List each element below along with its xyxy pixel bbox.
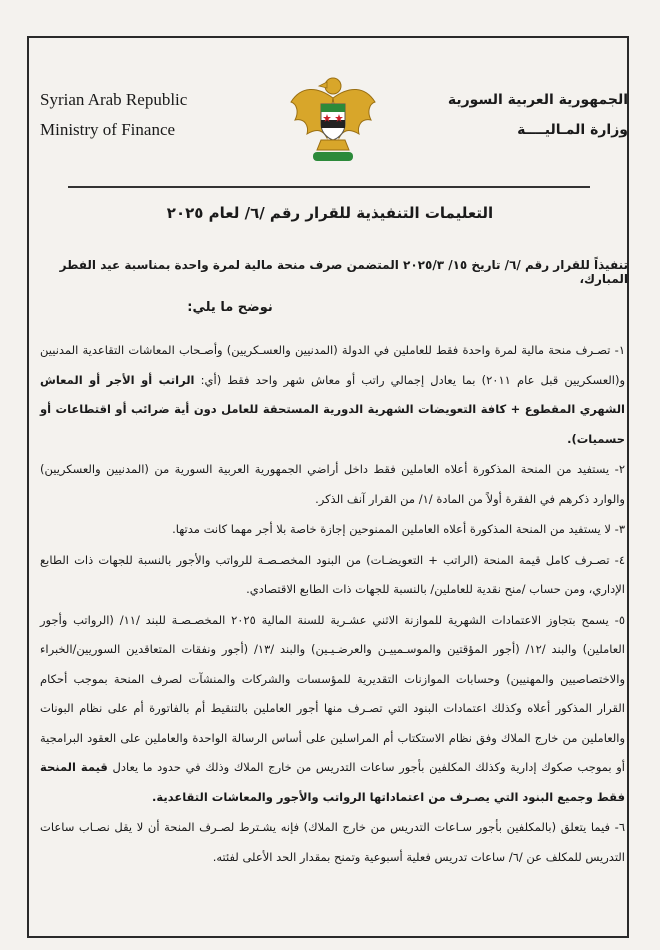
list-item: ٦- فيما يتعلق (بالمكلفين بأجور سـاعات التدريس من خارج الملاك) فإنه يشـترط لصـرف المنحة أن لا يقل نصـاب ساعات التدريس للمكلف عن /٦/ ساعات تدريس فعلية أسبوعية وتمنح بمقدار الحد الأعلى لفئته.: [40, 820, 626, 864]
header-country: Syrian Arab Republic: [40, 90, 188, 109]
header-english: [40, 85, 187, 145]
document-intro: تنفيذاً للقرار رقم /٦/ تاريخ ١٥/ ٢٠٢٥/٣ المتضمن صرف منحة مالية لمرة واحدة بمناسبة عيد الفطر المبارك،: [59, 258, 628, 286]
document-body: [40, 336, 625, 873]
header-country-ar: الجمهورية العربية السورية: [447, 92, 628, 108]
list-item: ٣- لا يستفيد من المنحة المذكورة أعلاه العاملين الممنوحين إجازة خاصة بلا أجر مهما كانت مدتها.: [172, 522, 625, 536]
list-item: ٤- تصـرف كامل قيمة المنحة (الراتب + التعويضـات) من البنود المخصـصـة للرواتب والأجور بالنسبة للجهات ذات الطابع الإداري، ومن حساب /منح نقدية للعاملين/ بالنسبة للجهات ذات الطابع الاقتصادي.: [40, 552, 625, 596]
document-title: التعليمات التنفيذية للقرار رقم /٦/ لعام ٢٠٢٥: [166, 204, 494, 222]
eagle-emblem-icon: [287, 68, 379, 168]
header-ministry: Ministry of Finance: [40, 120, 176, 139]
header-divider: [68, 186, 590, 188]
clarify-heading: نوضح ما يلي:: [187, 300, 273, 315]
header-ministry-ar: وزارة المـاليــــة: [517, 122, 628, 138]
list-item: ١- تصـرف منحة مالية لمرة واحدة فقط للعاملين في الدولة (المدنيين والعسـكريين) وأصـحاب المعاشات التقاعدية المدنيين و(العسكريين قبل عام ٢٠١١) بما يعادل إجمالي راتب أو معاش شهر واحد فقط (أي: الراتب أو الأجر أو المعاش الشهري المقطوع + كافة التعويضات الشهرية الدورية المستحقة للعامل دون أية ضرائب أو اقتطاعات أو حسميات).: [40, 343, 626, 446]
list-item: ٢- يستفيد من المنحة المذكورة أعلاه العاملين فقط داخل أراضي الجمهورية العربية السورية من (المدنيين والعسكريين) والوارد ذكرهم في الفقرة أولاً من المادة /١/ من القرار آنف الذكر.: [40, 462, 626, 506]
header-arabic: [448, 85, 628, 145]
list-item: ٥- يسمح بتجاوز الاعتمادات الشهرية للموازنة الاثني عشـرية للسنة المالية ٢٠٢٥ المخصـصـة للبند /١١/ (الرواتب وأجور العاملين) والبند /١٢/ (أجور المؤقتين والموسـمييـن والعرضـيـين) والبند /١٣/ (أجور ونفقات المتعاقدين السوريين/الخبراء والاختصاصيين والمهنيين) وحسابات الموازنات التقديرية للمؤسسات والشركات والمنشآت لصرف المنحة بموجب أحكام القرار المذكور أعلاه وكذلك اعتمادات البنود التي تصـرف منها أجور العاملين بالتنقيط أم بالفاتورة أم على نظام البونات والعاملين من خارج الملاك وفق نظام الاستكتاب أم المراسلين على أساس الرسالة الواحدة والعاملين على العقود البرامجية أو بموجب صكوك إدارية وكذلك المكلفين بأجور ساعات التدريس من خارج الملاك وذلك في حدود ما يعادل قيمة المنحة فقط وجميع البنود التي يصـرف من اعتماداتها الرواتب والأجور والمعاشات التقاعدية.: [40, 612, 626, 804]
